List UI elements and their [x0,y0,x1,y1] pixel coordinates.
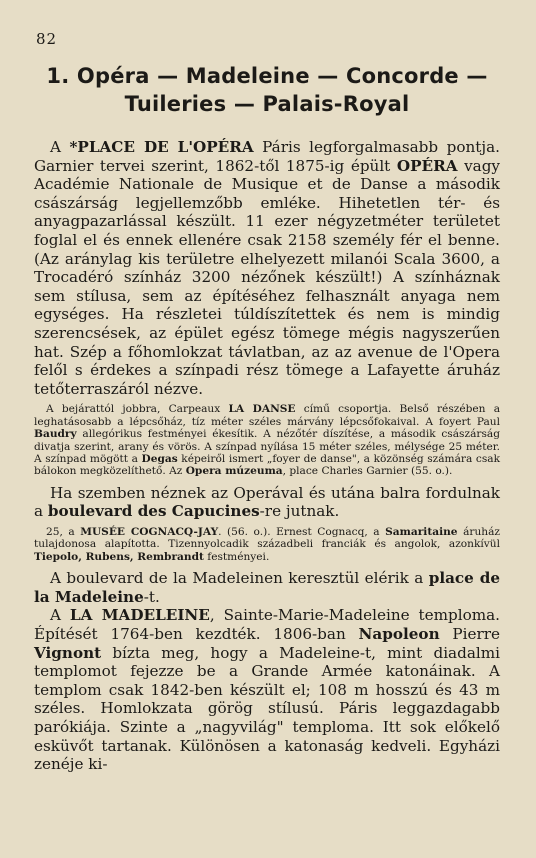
page-number: 82 [36,30,58,48]
paragraph-madeleine-route: A boulevard de la Madeleinen keresztül elérik a place de la Madeleine-t. [34,569,500,606]
note-opera-details: A bejárattól jobbra, Carpeaux LA DANSE című csoportja. Belső részében a leghatásosabb a lépcsőház, tíz méter széles márvány lépcsőfokaival. A foyert Paul Baudry allegórikus festményei ékesítik. A nézőtér díszítése, a második császárság divatja szerint, arany és vörös. A színpad nyílása 15 méter széles, mélysége 25 méter. A színpad mögött a Degas képeiről ismert „foyer de danse", a közönség számára csak bálokon megközelíthető. Az Opera múzeuma, place Charles Garnier (55. o.). [34,403,501,478]
chapter-title [34,62,500,118]
paragraph-opera: A *PLACE DE L'OPÉRA Páris legforgalmasabb pontja. Garnier tervei szerint, 1862-től 1875-ig épült OPÉRA vagy Académie Nationale de Musique et de Danse a második császárság legjellemzőbb emléke. Hihetetlen tér- és anyagpazarlással készült. 11 ezer négyzetméter területet foglal el és ennek ellenére csak 2158 személy fér el benne. (Az aránylag kis területre elhelyezett milanói Scala 3600, a Trocadéró színház 3200 nézőnek készült!) A színháznak sem stílusa, sem az építéséhez felhasznált anyaga nem egységes. Ha részletei túldíszítettek és nem is mindig szerencsések, az épület egész tömege mégis nagyszerűen hat. Szép a főhomlokzat távlatban, az az avenue de l'Opera felől s érdekes a színpadi rész tömege a Lafayette áruház tetőterraszáról nézve. [34,138,501,398]
paragraph-capucines: Ha szemben néznek az Operával és utána balra fordulnak a boulevard des Capucines-re jutnak. [34,483,500,521]
paragraph-la-madeleine: A LA MADELEINE, Sainte-Marie-Madeleine temploma. Építését 1764-ben kezdték. 1806-ban Napoleon Pierre Vignont bízta meg, hogy a Madeleine-t, mint diadalmi templomot fejezze be a Grande Armée katonáinak. A templom csak 1842-ben készült el; 108 m hosszú és 43 m széles. Homlokzata görög stílusú. Páris leggazdagabb parókiája. Szinte a „nagyvilág" temploma. Itt sok előkelő esküvőt tartanak. Különösen a katonaság kedveli. Egyházi zenéje ki- [34,606,500,774]
opera-name: OPÉRA [396,156,458,175]
place-opera-heading: *PLACE DE L'OPÉRA [69,138,254,156]
chapter-title-line-1: 1. Opéra — Madeleine — Concorde — [46,64,488,88]
chapter-title-line-2: Tuileries — Palais-Royal [124,92,410,116]
note-cognacq-jay: 25, a MUSÉE COGNACQ-JAY. (56. o.). Ernest Cognacq, a Samaritaine áruház tulajdonosa alapította. Tizennyolcadik századbeli franciák és angolok, azonkívül Tiepolo, Rubens, Rembrandt festményei. [34,525,500,563]
